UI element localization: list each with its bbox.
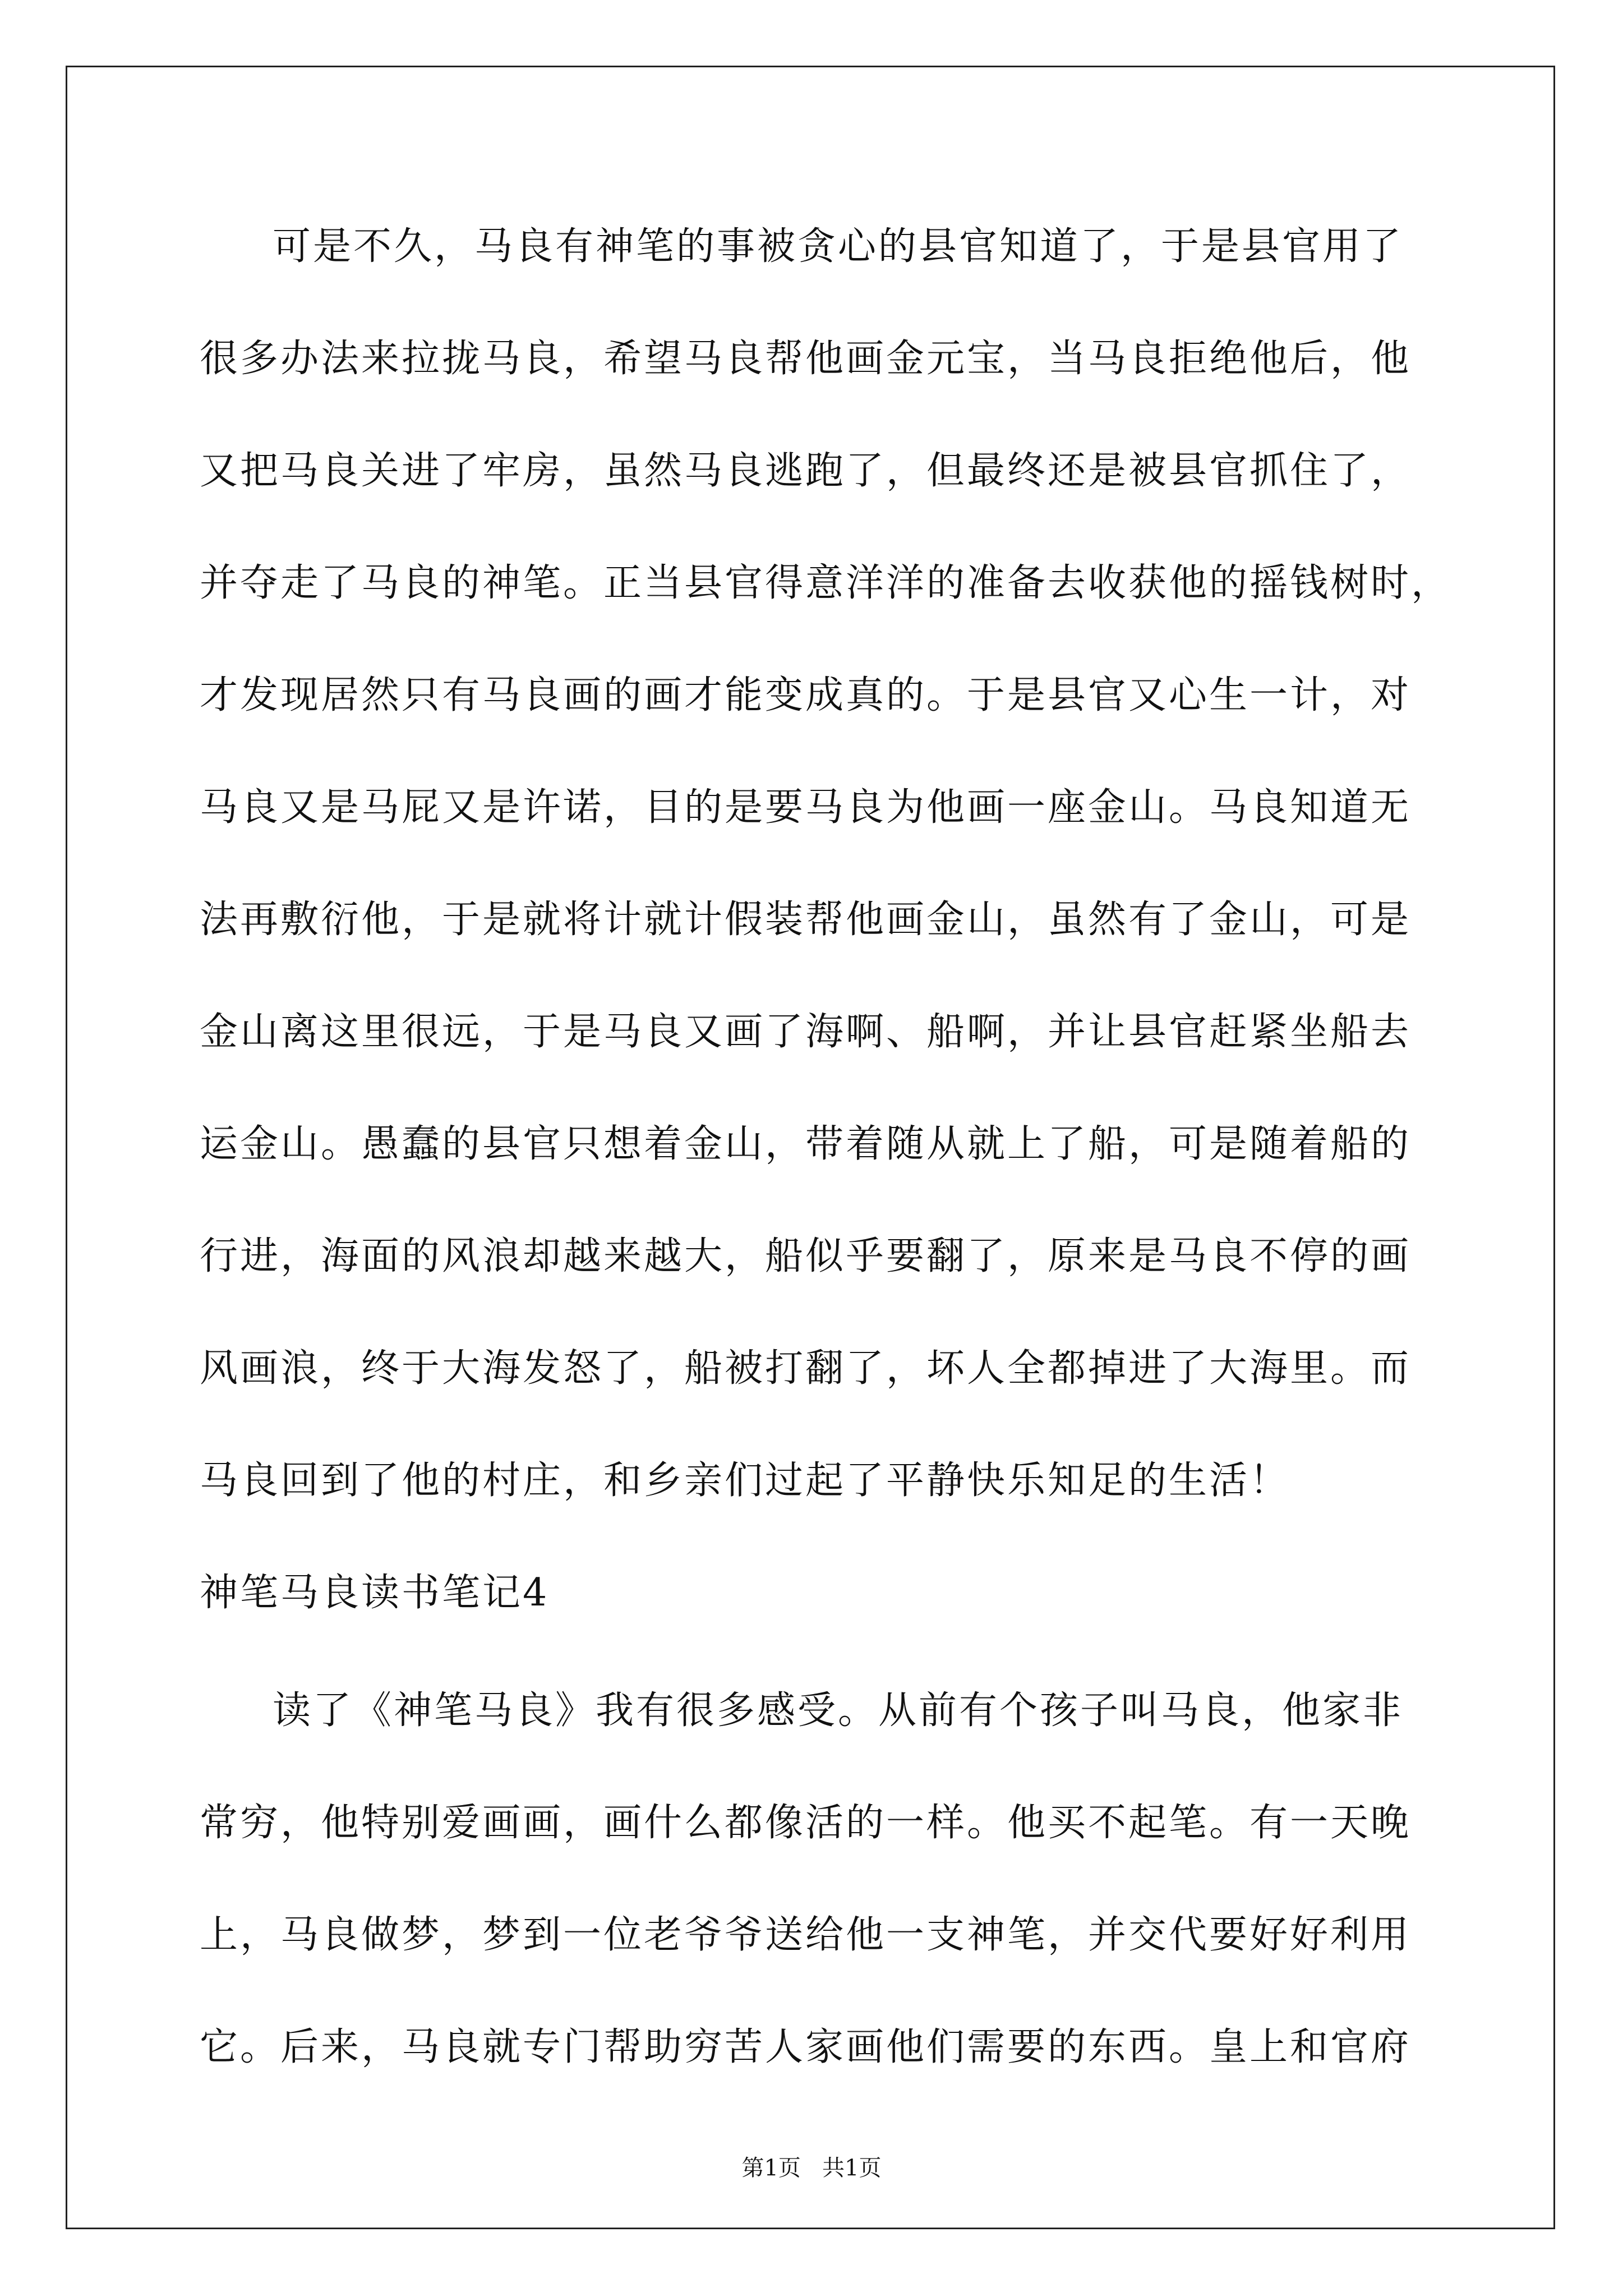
paragraph-line: 马良又是马屁又是许诺，目的是要马良为他画一座金山。马良知道无 xyxy=(200,785,1412,830)
page-footer: 第1页 共1页 xyxy=(741,2155,882,2181)
paragraph-line: 读了《神笔马良》我有很多感受。从前有个孩子叫马良，他家非 xyxy=(273,1688,1404,1733)
section-heading: 神笔马良读书笔记4 xyxy=(200,1571,550,1615)
paragraph-line: 马良回到了他的村庄，和乡亲们过起了平静快乐知足的生活！ xyxy=(200,1458,1290,1503)
paragraph-line: 它。后来，马良就专门帮助穷苦人家画他们需要的东西。皇上和官府 xyxy=(200,2025,1412,2069)
paragraph-line: 行进，海面的风浪却越来越大，船似乎要翻了，原来是马良不停的画 xyxy=(200,1234,1412,1278)
paragraph-line: 常穷，他特别爱画画，画什么都像活的一样。他买不起笔。有一天晚 xyxy=(200,1801,1412,1845)
paragraph-line: 并夺走了马良的神笔。正当县官得意洋洋的准备去收获他的摇钱树时， xyxy=(200,561,1452,605)
paragraph-line: 可是不久，马良有神笔的事被贪心的县官知道了，于是县官用了 xyxy=(273,224,1404,269)
paragraph-line: 运金山。愚蠢的县官只想着金山，带着随从就上了船，可是随着船的 xyxy=(200,1122,1412,1166)
paragraph-line: 风画浪，终于大海发怒了，船被打翻了，坏人全都掉进了大海里。而 xyxy=(200,1346,1412,1391)
paragraph-line: 才发现居然只有马良画的画才能变成真的。于是县官又心生一计，对 xyxy=(200,673,1412,717)
paragraph-line: 很多办法来拉拢马良，希望马良帮他画金元宝，当马良拒绝他后，他 xyxy=(200,337,1412,381)
paragraph-line: 法再敷衍他，于是就将计就计假装帮他画金山，虽然有了金山，可是 xyxy=(200,898,1412,942)
paragraph-line: 又把马良关进了牢房，虽然马良逃跑了，但最终还是被县官抓住了， xyxy=(200,449,1412,493)
paragraph-line: 上，马良做梦，梦到一位老爷爷送给他一支神笔，并交代要好好利用 xyxy=(200,1913,1412,1957)
paragraph-line: 金山离这里很远，于是马良又画了海啊、船啊，并让县官赶紧坐船去 xyxy=(200,1010,1412,1054)
